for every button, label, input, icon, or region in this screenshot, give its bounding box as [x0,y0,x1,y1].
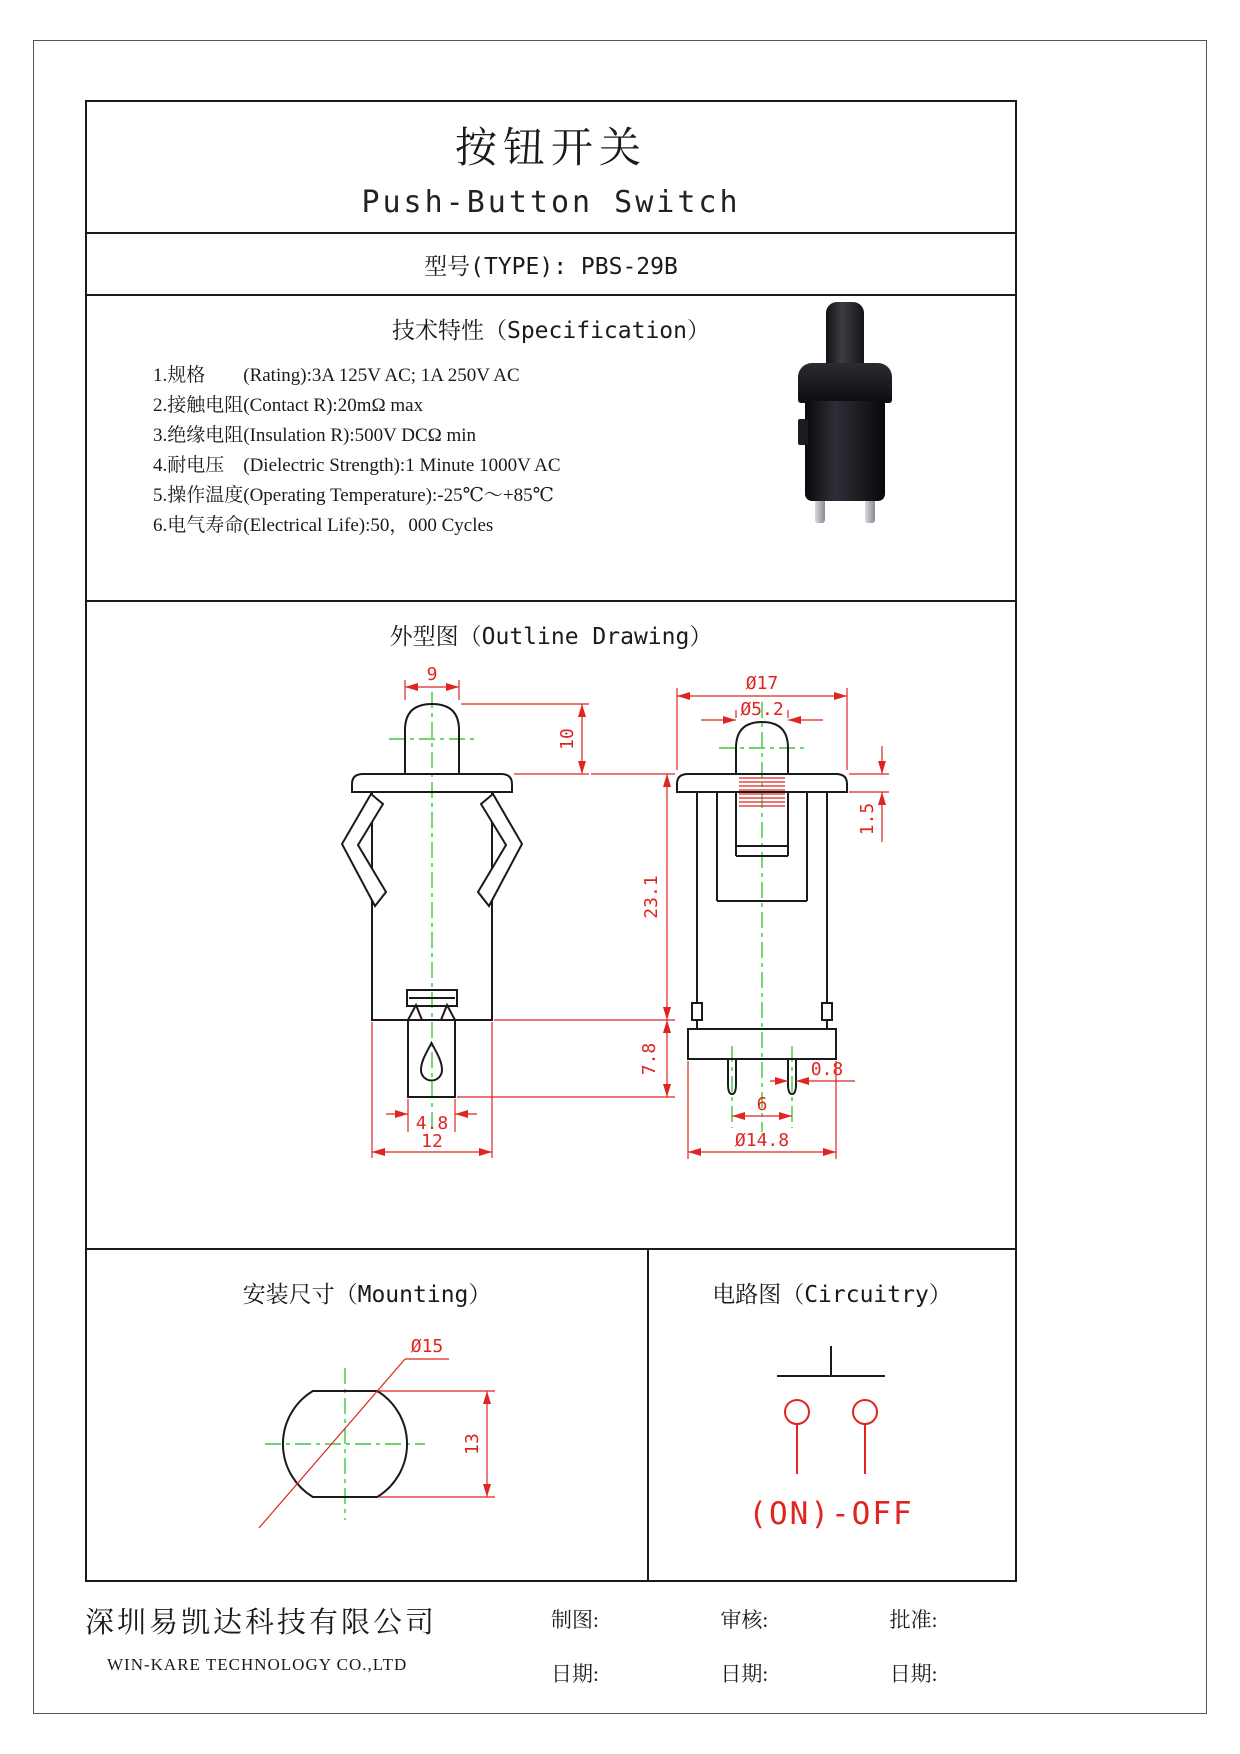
signoff-column-drawn [505,1604,674,1688]
dim-mounting-flat-height: 13 [462,1433,483,1455]
spec-item-dielectric-strength: 4.耐电压 (Dielectric Strength):1 Minute 1000V AC [153,455,561,476]
product-photo [791,298,899,536]
specification-section [87,296,1015,602]
photo-terminals [815,501,875,523]
side-view [342,664,675,1158]
drawn-date-label: 日期: [551,1662,599,1686]
spec-item-electrical-life: 6.电气寿命(Electrical Life):50，000 Cycles [153,515,494,536]
type-value: 型号(TYPE): PBS-29B [424,253,678,280]
signoff-column-checked [674,1604,843,1688]
mounting-section [87,1250,649,1580]
specification-header: 技术特性（Specification） [391,318,710,344]
drawn-by-label: 制图: [551,1608,599,1632]
dim-stem-width: 4.8 [415,1113,449,1134]
spec-item-insulation-resistance: 3.绝缘电阻(Insulation R):500V DCΩ min [153,425,477,446]
outline-drawing [87,654,1015,1234]
dim-plunger-dia: Ø5.2 [740,699,784,720]
datasheet-frame [85,100,1017,1582]
photo-terminal-pin [865,499,875,523]
dim-body-height: 23.1 [641,875,662,919]
bottom-section [87,1250,1015,1580]
dim-flange-dia: Ø17 [745,673,779,694]
dim-base-dia: Ø14.8 [734,1130,790,1151]
company-name-english: WIN-KARE TECHNOLOGY CO.,LTD [107,1655,408,1674]
approved-by-label: 批准: [889,1608,938,1632]
circuit-function-label: (ON)-OFF [748,1496,914,1532]
photo-plunger [826,302,864,368]
dim-plunger-height: 10 [557,728,578,750]
photo-side-clip [798,419,808,445]
dim-body-width: 12 [421,1131,443,1152]
signoff-column-approved [844,1604,1013,1688]
spec-item-contact-resistance: 2.接触电阻(Contact R):20mΩ max [153,395,424,416]
circuit-diagram [649,1316,1013,1578]
signoff-table [505,1600,1013,1688]
dim-pin-spacing: 6 [756,1094,768,1115]
front-view [677,673,889,1159]
outline-drawing-section [87,602,1015,1250]
dim-flange-thickness: 1.5 [857,802,878,836]
circuitry-header: 电路图（Circuitry） [712,1282,952,1308]
dim-pin-width: 0.8 [810,1059,844,1080]
mounting-drawing [87,1316,647,1578]
company-block [85,1600,505,1688]
dim-plunger-width: 9 [426,664,438,685]
checked-by-label: 审核: [720,1608,769,1632]
dim-mounting-hole-dia: Ø15 [410,1336,444,1357]
dim-stem-height: 7.8 [639,1042,660,1076]
type-section [87,234,1015,296]
checked-date-label: 日期: [720,1662,769,1686]
outline-drawing-header: 外型图（Outline Drawing） [389,624,713,650]
spec-item-rating: 1.规格 (Rating):3A 125V AC; 1A 250V AC [153,365,520,386]
photo-cap [798,363,892,403]
photo-terminal-pin [815,499,825,523]
spec-item-operating-temperature: 5.操作温度(Operating Temperature):-25℃～+85℃ [153,485,554,506]
mounting-header: 安装尺寸（Mounting） [242,1282,492,1308]
circuitry-section [649,1250,1015,1580]
title-section [87,102,1015,234]
page-title-english: Push-Button Switch [361,184,741,220]
photo-body [805,401,885,501]
page-title-chinese: 按钮开关 [454,122,647,172]
approved-date-label: 日期: [889,1662,938,1686]
company-name-chinese: 深圳易凯达科技有限公司 [85,1605,438,1639]
footer [85,1600,1013,1688]
